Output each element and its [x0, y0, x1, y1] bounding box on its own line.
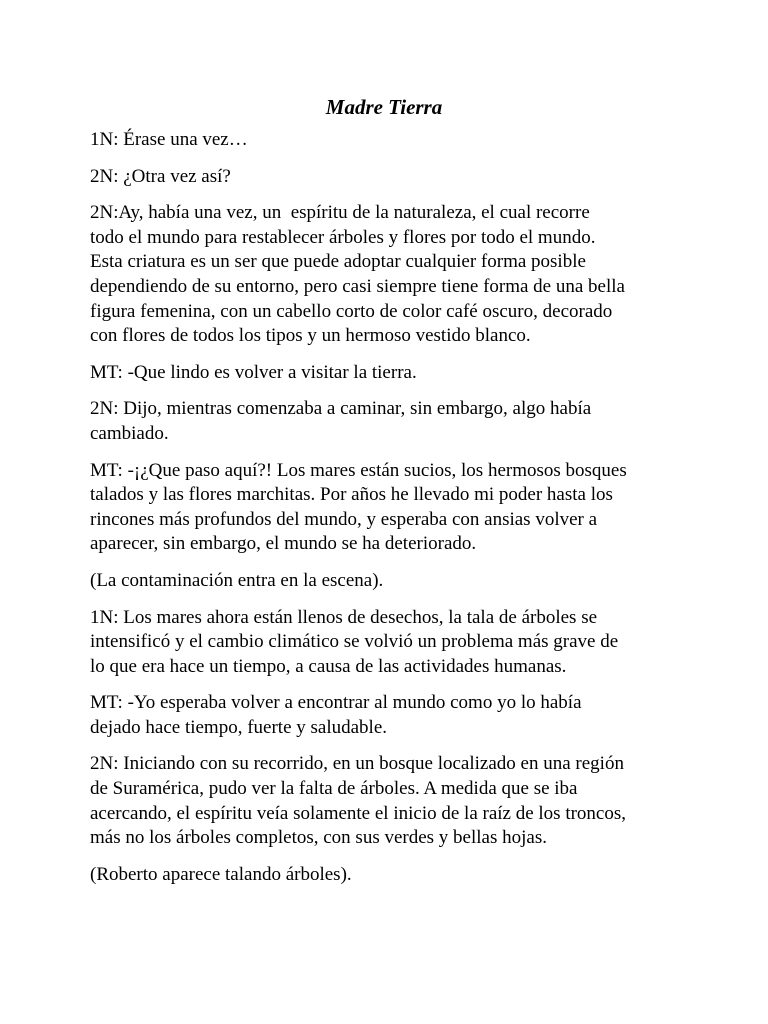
paragraph-3: 2N:Ay, había una vez, un espíritu de la naturaleza, el cual recorre todo el mundo para restablecer árboles y flores por todo el mundo. Esta criatura es un ser que puede adoptar cualquier forma posible dependiendo de su entorno, pero casi siempre tiene forma de una bella figura femenina, con un cabello corto de color café oscuro, decorado con flores de todos los tipos y un hermoso vestido blanco. [90, 202, 625, 347]
paragraph-11: (Roberto aparece talando árboles). [90, 863, 352, 885]
paragraph-5: 2N: Dijo, mientras comenzaba a caminar, sin embargo, algo había cambiado. [90, 398, 592, 444]
paragraph-10: 2N: Iniciando con su recorrido, en un bosque localizado en una región de Suramérica, pudo ver la falta de árboles. A medida que se iba acercando, el espíritu veía solamente el inicio de la raíz de los troncos, más no los árboles completos, con sus verdes y bellas hojas. [90, 753, 627, 849]
paragraph-6: MT: -¡¿Que paso aquí?! Los mares están sucios, los hermosos bosques talados y las flores marchitas. Por años he llevado mi poder hasta los rincones más profundos del mundo, y esperaba con ansias volver a aparecer, sin embargo, el mundo se ha deteriorado. [90, 459, 627, 555]
page-title: Madre Tierra [325, 95, 443, 119]
paragraph-1: 1N: Érase una vez… [90, 129, 248, 150]
paragraph-2: 2N: ¿Otra vez así? [90, 165, 231, 187]
paragraph-8: 1N: Los mares ahora están llenos de desechos, la tala de árboles se intensificó y el cambio climático se volvió un problema más grave de lo que era hace un tiempo, a causa de las actividades humanas. [90, 606, 619, 677]
paragraph-9: MT: -Yo esperaba volver a encontrar al mundo como yo lo había dejado hace tiempo, fuerte y saludable. [90, 692, 582, 738]
paragraph-7: (La contaminación entra en la escena). [90, 569, 384, 591]
paragraph-4: MT: -Que lindo es volver a visitar la tierra. [90, 361, 417, 383]
